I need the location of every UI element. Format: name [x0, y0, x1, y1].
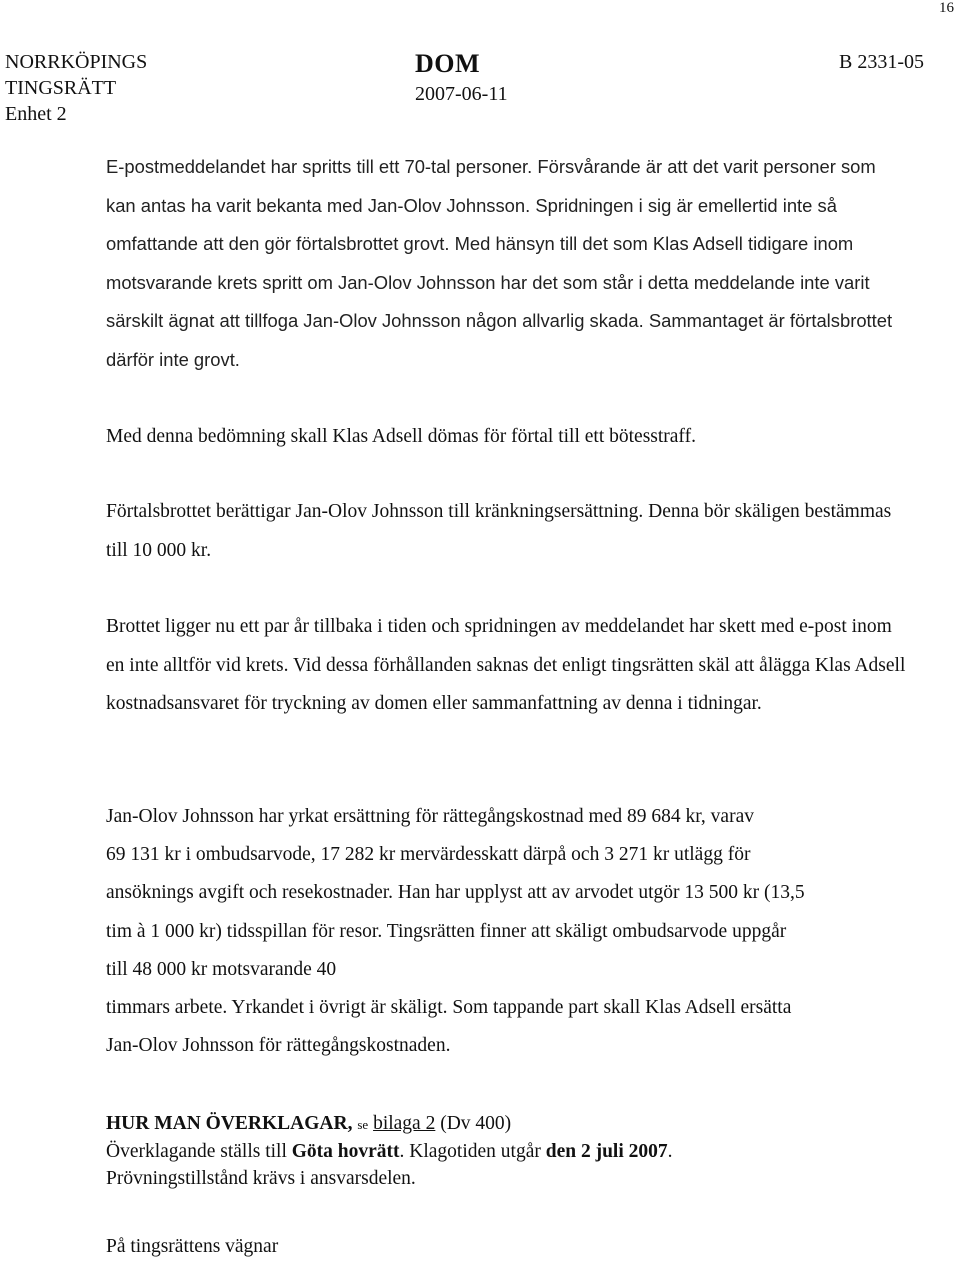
paragraph-text: Med denna bedömning skall Klas Adsell dömas för förtal till ett bötesstraff.	[106, 426, 696, 447]
appeal-deadline-prefix: . Klagotiden utgår	[399, 1141, 541, 1162]
paragraph-sentence	[106, 418, 906, 457]
appeal-heading-line	[106, 1110, 906, 1138]
document-header	[5, 49, 924, 133]
paragraph-spread-assessment	[106, 148, 906, 379]
costs-line: ansöknings avgift och resekostnader. Han har upplyst att av arvodet utgör 13 500 kr (13,5	[106, 882, 805, 904]
court-name-line1: NORRKÖPINGS	[5, 51, 148, 73]
appeal-court-line	[106, 1138, 906, 1165]
appeal-se: se	[357, 1117, 369, 1132]
appeal-instructions	[106, 1110, 906, 1192]
costs-line: timmars arbete. Yrkandet i övrigt är skäligt. Som tappande part skall Klas Adsell ersätta	[106, 997, 792, 1019]
paragraph-text: Förtalsbrottet berättigar Jan-Olov Johnsson till kränkningsersättning. Denna bör skäligen bestämmas till 10 000 kr.	[106, 501, 892, 561]
paragraph-legal-costs	[106, 798, 906, 1065]
case-number: B 2331-05	[839, 51, 924, 73]
page-number: 16	[939, 0, 954, 16]
appeal-court: Göta hovrätt	[291, 1141, 400, 1162]
appeal-line-end: .	[667, 1141, 673, 1162]
costs-line: till 48 000 kr motsvarande 40	[106, 958, 337, 980]
court-name-line2: TINGSRÄTT	[5, 77, 117, 99]
appeal-deadline: den 2 juli 2007	[545, 1141, 668, 1162]
appeal-permission-line: Prövningstillstånd krävs i ansvarsdelen.	[106, 1168, 416, 1189]
paragraph-text: E-postmeddelandet har spritts till ett 70-tal personer. Försvårande är att det varit personer som kan antas ha varit bekanta med Jan-Olov Johnsson. Spridningen i sig är emellertid inte så omfattande att den gör förtalsbrottet grovt. Med hänsyn till det som Klas Adsell tidigare inom motsvarande krets spritt om Jan-Olov Johnsson har det som står i detta meddelande inte varit särskilt ägnat att tillfoga Jan-Olov Johnsson någon allvarlig skada. Sammantaget är förtalsbrottet därför inte grovt.	[106, 156, 893, 370]
costs-line: tim à 1 000 kr) tidsspillan för resor. Tingsrätten finner att skäligt ombudsarvode uppgår	[106, 920, 787, 942]
attachment-ref: (Dv 400)	[440, 1113, 512, 1134]
court-name	[5, 49, 147, 127]
paragraph-publication	[106, 608, 906, 724]
appeal-heading: HUR MAN ÖVERKLAGAR,	[106, 1113, 353, 1134]
costs-line: 69 131 kr i ombudsarvode, 17 282 kr mervärdesskatt därpå och 3 271 kr utlägg för	[106, 844, 751, 866]
document-type	[415, 49, 508, 107]
appeal-court-prefix: Överklagande ställs till	[106, 1141, 287, 1162]
document-date: 2007-06-11	[415, 83, 508, 105]
court-unit: Enhet 2	[5, 103, 67, 125]
paragraph-text: Brottet ligger nu ett par år tillbaka i tiden och spridningen av meddelandet har skett med e-post inom en inte alltför vid krets. Vid dessa förhållanden saknas det enligt tingsrätten skäl att ålägga Klas Adsell kostnadsansvaret för tryckning av domen eller sammanfattning av denna i tidningar.	[106, 616, 906, 714]
costs-line: Jan-Olov Johnsson har yrkat ersättning för rättegångskostnad med 89 684 kr, varav	[106, 806, 754, 827]
signature-line: På tingsrättens vägnar	[106, 1236, 279, 1257]
attachment-link[interactable]: bilaga 2	[373, 1113, 436, 1134]
document-type-title: DOM	[415, 49, 481, 78]
costs-line: Jan-Olov Johnsson för rättegångskostnaden.	[106, 1035, 451, 1057]
paragraph-damages	[106, 493, 906, 570]
